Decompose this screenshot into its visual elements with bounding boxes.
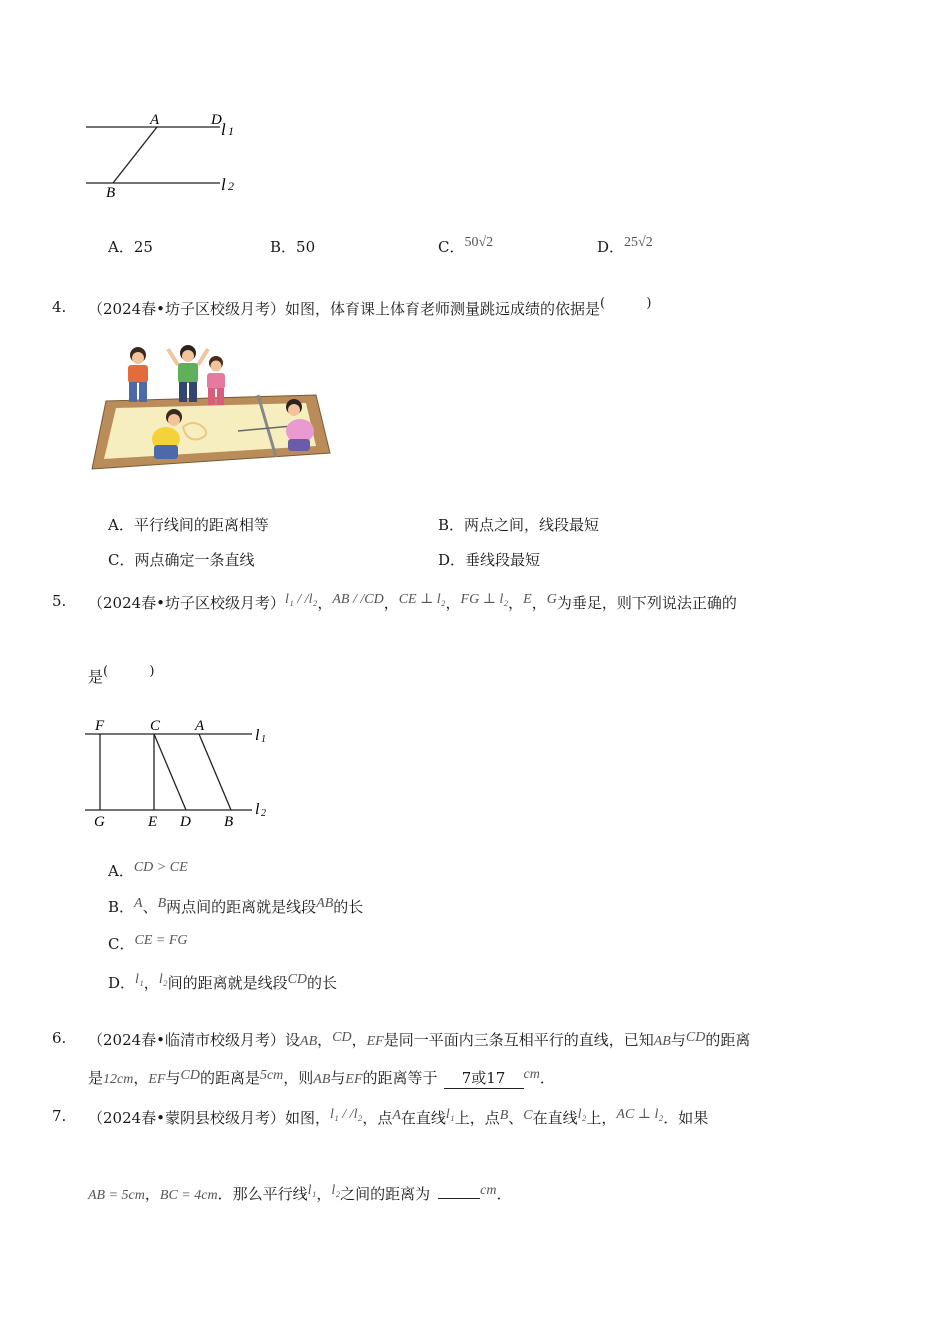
q3-label-a: A <box>150 112 160 128</box>
q6-math: AB <box>300 1034 318 1049</box>
q6-math: EF <box>148 1072 166 1087</box>
q6-text: ，则 <box>283 1069 314 1087</box>
q4-option-d[interactable] <box>438 549 540 570</box>
q5-answer-paren: ( ) <box>103 664 155 679</box>
option-letter: A． <box>108 238 134 256</box>
q4-option-b[interactable] <box>438 514 599 535</box>
q6-math: 5cm <box>259 1068 284 1083</box>
q6-text: 与 <box>165 1069 181 1087</box>
q5-option-c[interactable] <box>108 933 187 954</box>
q7-text: ， <box>144 1185 160 1203</box>
q7-math: B <box>499 1108 509 1123</box>
q7-math: BC = 4cm <box>159 1188 218 1203</box>
q4-option-c[interactable] <box>108 549 255 570</box>
q7-math: l₁ <box>307 1183 317 1198</box>
q6-math: AB <box>313 1072 331 1087</box>
option-letter: C． <box>108 551 135 569</box>
option-text: 的长 <box>307 974 338 992</box>
q6-math: CD <box>685 1030 706 1045</box>
q3-option-b[interactable] <box>270 236 315 257</box>
option-text: 25√2 <box>624 235 653 250</box>
q5-label-f: F <box>95 718 105 734</box>
q6-math: AB <box>653 1034 671 1049</box>
q5-cond-1: l₁ / /l₂ <box>285 592 318 607</box>
q6-text: 的距离 <box>705 1031 751 1049</box>
q7-text: 在直线 <box>400 1109 446 1127</box>
option-letter: B． <box>108 898 135 916</box>
q5-label-l1-sub: 1 <box>261 734 266 745</box>
q6-text: （2024春•临清市校级月考）设 <box>88 1031 301 1049</box>
q5-cond-5: E <box>523 592 532 607</box>
option-text: 平行线间的距离相等 <box>133 516 269 534</box>
q6-stem-line2 <box>88 1067 555 1089</box>
option-text: 50 <box>296 238 316 256</box>
q7-text: （2024春•蒙阴县校级月考）如图， <box>88 1109 331 1127</box>
q7-text: ．那么平行线 <box>217 1185 308 1203</box>
q5-cond-4: FG ⊥ l₂ <box>460 592 509 607</box>
q7-math: l₂ <box>331 1183 341 1198</box>
q5-cond-3: CE ⊥ l₂ <box>398 592 446 607</box>
q3-option-d[interactable] <box>597 236 653 257</box>
option-letter: B． <box>270 238 297 256</box>
q5-sep-2: ， <box>383 594 399 612</box>
q7-text: 在直线 <box>532 1109 578 1127</box>
q4-answer-paren: ( ) <box>600 296 652 311</box>
q7-text: 上，点 <box>454 1109 500 1127</box>
q6-answer: 7或17 <box>444 1067 524 1089</box>
q6-text: ， <box>351 1031 367 1049</box>
q6-text: 是同一平面内三条互相平行的直线，已知 <box>383 1031 654 1049</box>
q6-math: EF <box>345 1072 363 1087</box>
q5-label-l1: l <box>255 727 260 744</box>
option-letter: A． <box>108 862 134 880</box>
q5-sep-3: ， <box>445 594 461 612</box>
option-math: A <box>134 896 143 911</box>
q7-stem-line2 <box>88 1183 511 1204</box>
q4-stem <box>88 298 652 319</box>
q3-option-c[interactable] <box>438 236 493 257</box>
q6-math: 12cm <box>103 1072 134 1087</box>
q7-stem-line1 <box>88 1107 708 1128</box>
q7-text: ．如果 <box>663 1109 709 1127</box>
q3-label-b: B <box>106 185 116 201</box>
q6-math: CD <box>332 1030 352 1045</box>
q3-option-a[interactable] <box>108 236 153 257</box>
q7-text: ， <box>316 1185 332 1203</box>
option-letter: D． <box>108 974 136 992</box>
q5-tail: 为垂足，则下列说法正确的 <box>556 594 737 612</box>
q7-text: 上， <box>586 1109 617 1127</box>
q5-label-l2-sub: 2 <box>261 808 266 819</box>
option-text: 两点确定一条直线 <box>134 551 255 569</box>
option-math: CE = FG <box>134 933 188 948</box>
q5-sep-1: ， <box>317 594 333 612</box>
option-sep: 、 <box>142 898 158 916</box>
q7-math: l₁ <box>445 1107 455 1122</box>
option-text: 两点间的距离就是线段 <box>166 898 317 916</box>
q3-label-l2: l <box>221 175 226 194</box>
q6-number: 6. <box>52 1029 67 1047</box>
q5-stem-line2 <box>88 666 154 687</box>
q7-text: 之间的距离为 <box>340 1185 431 1203</box>
q5-source: （2024春•坊子区校级月考） <box>88 594 286 612</box>
q5-label-e: E <box>148 814 158 830</box>
q6-text: ， <box>317 1031 333 1049</box>
option-text: 间的距离就是线段 <box>167 974 288 992</box>
option-text: 的长 <box>333 898 364 916</box>
q7-text: ． <box>496 1185 512 1203</box>
q5-label-a: A <box>195 718 205 734</box>
q7-math: cm <box>480 1183 497 1198</box>
q6-stem-line1 <box>88 1029 750 1050</box>
option-math: AB <box>316 896 334 911</box>
q5-label-l2: l <box>255 801 260 818</box>
option-sep: ， <box>143 974 159 992</box>
q5-number: 5. <box>52 592 67 610</box>
q5-figure <box>80 712 280 832</box>
q3-label-l2-sub: 2 <box>228 179 234 193</box>
option-letter: C． <box>108 935 135 953</box>
q5-label-d: D <box>180 814 191 830</box>
option-letter: B． <box>438 516 465 534</box>
q6-text: ， <box>133 1069 149 1087</box>
q7-math: l₁ / /l₂ <box>330 1107 363 1122</box>
q5-label-g: G <box>94 814 105 830</box>
q7-math: AB = 5cm <box>88 1188 145 1203</box>
q3-label-l1-sub: 1 <box>228 124 234 138</box>
option-letter: A． <box>108 516 134 534</box>
q7-number: 7. <box>52 1107 67 1125</box>
q5-sep-5: ， <box>531 594 547 612</box>
q7-math: C <box>523 1108 533 1123</box>
q6-text: 的距离是 <box>199 1069 260 1087</box>
option-text: 50√2 <box>464 235 494 250</box>
option-math: CD <box>287 972 308 987</box>
q7-math: l₂ <box>577 1107 587 1122</box>
q7-math: AC ⊥ l₂ <box>616 1107 664 1122</box>
q4-number: 4. <box>52 298 67 316</box>
q7-text: 、 <box>508 1109 524 1127</box>
q6-text: ． <box>539 1069 555 1087</box>
q6-text: 的距离等于 <box>362 1069 438 1087</box>
long-jump-illustration <box>88 345 333 473</box>
q7-text: ，点 <box>362 1109 393 1127</box>
q6-text: 与 <box>330 1069 346 1087</box>
q5-cond-6: G <box>546 592 557 607</box>
option-text: 两点之间，线段最短 <box>464 516 600 534</box>
q5-option-d[interactable] <box>108 972 337 993</box>
q7-answer-blank[interactable] <box>438 1184 480 1199</box>
q6-math: EF <box>366 1034 384 1049</box>
q6-math: CD <box>180 1068 200 1083</box>
option-letter: D． <box>438 551 466 569</box>
option-math: B <box>157 896 167 911</box>
q5-line2-text: 是 <box>88 668 104 686</box>
option-text: 垂线段最短 <box>465 551 541 569</box>
option-text: 25 <box>133 238 153 256</box>
option-math: l₂ <box>158 972 168 987</box>
q5-sep-4: ， <box>508 594 524 612</box>
q4-option-a[interactable] <box>108 514 269 535</box>
q6-math: cm <box>523 1067 540 1082</box>
q5-label-c: C <box>150 718 161 734</box>
q3-label-d: D <box>211 112 222 128</box>
q5-option-a[interactable] <box>108 860 188 881</box>
option-letter: D． <box>597 238 625 256</box>
q3-figure <box>80 105 250 205</box>
q5-label-b: B <box>224 814 234 830</box>
q4-text: （2024春•坊子区校级月考）如图，体育课上体育老师测量跳远成绩的依据是 <box>88 300 601 318</box>
q6-text: 是 <box>88 1069 104 1087</box>
q7-math: A <box>392 1108 401 1123</box>
q5-stem <box>88 592 737 613</box>
option-math: CD > CE <box>133 860 188 875</box>
option-math: l₁ <box>135 972 144 987</box>
option-letter: C． <box>438 238 465 256</box>
q3-label-l1: l <box>221 120 226 139</box>
q5-option-b[interactable] <box>108 896 363 917</box>
q5-cond-2: AB / /CD <box>332 592 384 607</box>
q6-text: 与 <box>670 1031 686 1049</box>
